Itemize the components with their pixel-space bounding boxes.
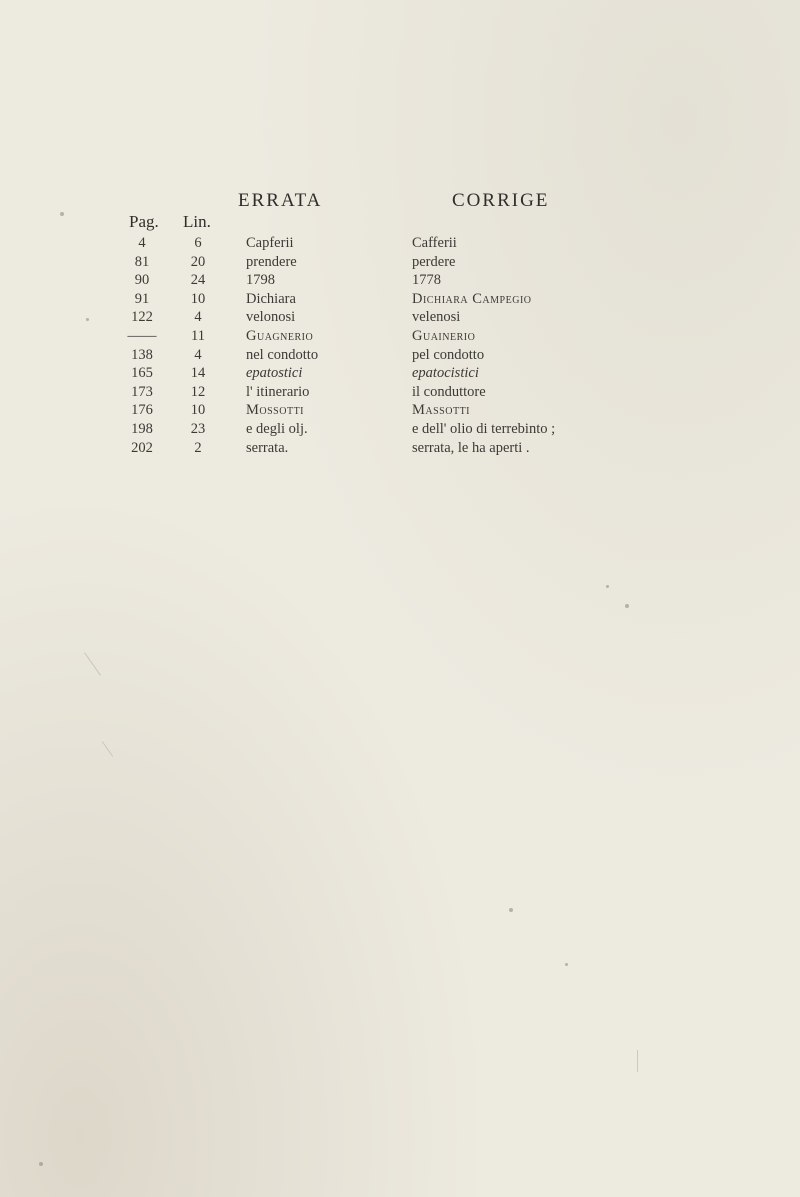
page-number: 165 [131, 365, 153, 382]
error-text: epatostici [246, 365, 303, 382]
line-number: 23 [190, 420, 206, 437]
paper-speck [606, 585, 609, 588]
table-row [0, 420, 800, 439]
line-number: 10 [190, 290, 206, 307]
correction-text: epatocistici [412, 365, 479, 382]
line-number: 11 [191, 327, 205, 344]
error-text: Mossotti [246, 402, 305, 419]
line-number: 4 [194, 346, 202, 363]
correction-text: pel condotto [412, 346, 485, 363]
error-text: Dichiara [246, 290, 296, 307]
error-text: Capferii [246, 235, 294, 251]
paper-scratch [102, 741, 113, 756]
error-text: velonosi [246, 309, 296, 326]
errata-table [0, 234, 800, 457]
error-text: 1798 [246, 272, 275, 289]
error-text: e degli olj. [246, 420, 308, 437]
page-number: 198 [131, 420, 153, 437]
correction-text: perdere [412, 253, 456, 270]
table-row [0, 271, 800, 290]
table-row [0, 253, 800, 272]
correction-text: il conduttore [412, 383, 486, 400]
line-number: 6 [194, 235, 202, 251]
page-number: 176 [131, 402, 153, 419]
page-number: 138 [131, 346, 153, 363]
page-number: 202 [131, 439, 153, 456]
page-number: —— [127, 327, 157, 344]
correction-text: Cafferii [412, 235, 457, 251]
errata-heading: ERRATA [238, 190, 323, 211]
table-row [0, 308, 800, 327]
page-number: 90 [134, 272, 150, 289]
correction-text: Guainerio [412, 327, 476, 344]
table-row [0, 383, 800, 402]
paper-scratch [637, 1050, 638, 1072]
correction-text: Dichiara Campegio [412, 290, 532, 307]
page-column-header: Pag. [129, 212, 159, 231]
paper-speck [565, 963, 568, 966]
page-number: 81 [134, 253, 150, 270]
line-number: 4 [194, 309, 202, 326]
paper-scratch [84, 652, 101, 676]
page-number: 173 [131, 383, 153, 400]
correction-text: velenosi [412, 309, 461, 326]
correction-text: 1778 [412, 272, 441, 289]
line-number: 12 [190, 383, 206, 400]
paper-speck [625, 604, 629, 608]
error-text: nel condotto [246, 346, 319, 363]
correction-text: serrata, le ha aperti . [412, 439, 530, 456]
table-row [0, 346, 800, 365]
table-row [0, 439, 800, 458]
line-column-header: Lin. [183, 212, 211, 231]
paper-speck [60, 212, 64, 216]
line-number: 2 [194, 439, 202, 456]
line-number: 20 [190, 253, 206, 270]
error-text: prendere [246, 253, 297, 270]
line-number: 14 [190, 365, 206, 382]
paper-speck [509, 908, 513, 912]
page-number: 122 [131, 309, 153, 326]
table-row [0, 290, 800, 309]
error-text: Guagnerio [246, 327, 314, 344]
table-row [0, 234, 800, 253]
paper-speck [39, 1162, 43, 1166]
table-row [0, 401, 800, 420]
correction-text: Massotti [412, 402, 471, 419]
corrige-heading: CORRIGE [452, 190, 550, 211]
table-row [0, 364, 800, 383]
page-number: 91 [134, 290, 150, 307]
error-text: l' itinerario [246, 383, 310, 400]
correction-text: e dell' olio di terrebinto ; [412, 420, 556, 437]
table-row [0, 327, 800, 346]
page-number: 4 [138, 235, 146, 251]
line-number: 10 [190, 402, 206, 419]
paper-speck [86, 318, 89, 321]
line-number: 24 [190, 272, 206, 289]
error-text: serrata. [246, 439, 289, 456]
